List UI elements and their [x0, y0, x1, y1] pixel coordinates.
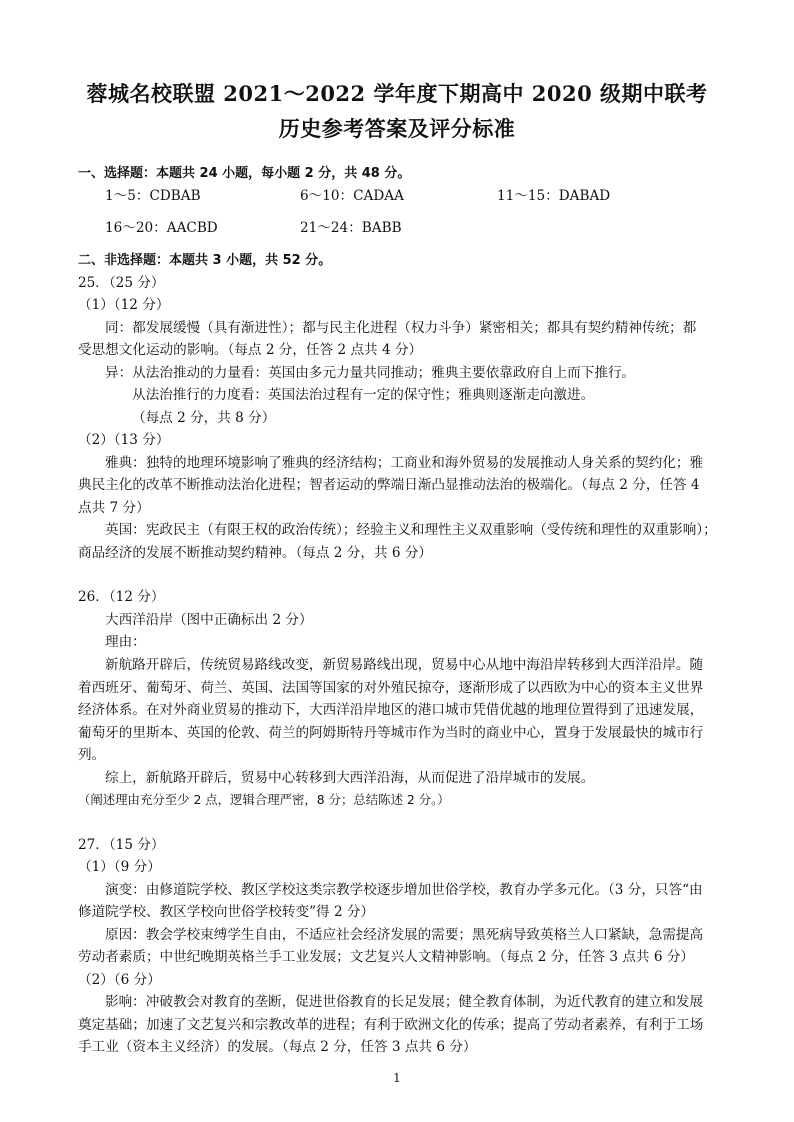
q25-same-line2: 受思想文化运动的影响。（每点 2 分，任答 2 点共 4 分） — [78, 342, 423, 358]
answer-group-1: 1～5：CDBAB — [105, 188, 201, 204]
q25-athens-line2: 典民主化的改革不断推动法治化进程；智者运动的弊端日渐凸显推动法治的极端化。（每点 2 分，任答 4 — [78, 477, 700, 493]
q27-evolution-line2: 修道院学校、教区学校向世俗学校转变”得 2 分） — [78, 904, 375, 920]
document-subtitle: 历史参考答案及评分标准 — [278, 116, 516, 141]
q25-diff-score: （每点 2 分，共 8 分） — [132, 410, 276, 426]
q25-part1-label: （1）（12 分） — [78, 297, 170, 313]
q26-label: 26．（12 分） — [78, 589, 165, 605]
q25-same-line1: 同：都发展缓慢（具有渐进性）；都与民主化进程（权力斗争）紧密相关；都具有契约精神传统；都 — [105, 320, 697, 336]
q27-label: 27．（15 分） — [78, 837, 165, 853]
q25-diff-line1: 异：从法治推动的力量看：英国由多元力量共同推动；雅典主要依靠政府自上而下推行。 — [105, 365, 636, 381]
q25-england-line1: 英国：宪政民主（有限王权的政治传统）；经验主义和理性主义双重影响（受传统和理性的双重影响）； — [105, 522, 717, 538]
q27-part2-label: （2）（6 分） — [78, 972, 161, 988]
q26-answer: 大西洋沿岸（图中正确标出 2 分） — [105, 612, 313, 628]
q26-summary: 综上，新航路开辟后，贸易中心转移到大西洋沿海，从而促进了沿岸城市的发展。 — [105, 770, 595, 786]
q25-england-line2: 商品经济的发展不断推动契约精神。（每点 2 分，共 6 分） — [78, 545, 433, 561]
q27-cause-line1: 原因：教会学校束缚学生自由，不适应社会经济发展的需要；黑死病导致英格兰人口紧缺，急需提高 — [105, 927, 704, 943]
q25-part2-label: （2）（13 分） — [78, 432, 170, 448]
answer-group-3: 11～15：DABAD — [497, 188, 611, 204]
q27-part1-label: （1）（9 分） — [78, 859, 161, 875]
answer-group-2: 6～10：CADAA — [300, 188, 404, 204]
q25-athens-line1: 雅典：独特的地理环境影响了雅典的经济结构；工商业和海外贸易的发展推动人身关系的契约化；雅 — [105, 455, 704, 471]
q25-athens-line3: 点共 7 分） — [78, 500, 150, 516]
q25-label: 25．（25 分） — [78, 275, 165, 291]
q27-impact-line2: 奠定基础；加速了文艺复兴和宗教改革的进程；有利于欧洲文化的传承；提高了劳动者素养，有利于工场 — [78, 1017, 704, 1033]
answer-group-5: 21～24：BABB — [300, 220, 402, 236]
q26-scoring-note: （阐述理由充分至少 2 点，逻辑合理严密，8 分；总结陈述 2 分。） — [78, 792, 450, 807]
section2-heading: 二、非选择题：本题共 3 小题，共 52 分。 — [78, 253, 332, 268]
q27-cause-line2: 劳动者素质；中世纪晚期英格兰手工业发展；文艺复兴人文精神影响。（每点 2 分，任答 3 点共 6 分） — [78, 949, 695, 965]
q26-reason-line2: 着西班牙、葡萄牙、荷兰、英国、法国等国家的对外殖民掠夺，逐渐形成了以西欧为中心的资本主义世界 — [78, 680, 704, 696]
q25-diff-line2: 从法治推行的力度看：英国法治过程有一定的保守性；雅典则逐渐走向激进。 — [132, 387, 595, 403]
q27-evolution-line1: 演变：由修道院学校、教区学校这类宗教学校逐步增加世俗学校，教育办学多元化。（3 分，只答“由 — [105, 882, 703, 898]
q27-impact-line1: 影响：冲破教会对教育的垄断，促进世俗教育的长足发展；健全教育体制，为近代教育的建立和发展 — [105, 994, 704, 1010]
q26-reason-label: 理由： — [105, 634, 146, 650]
page-number: 1 — [393, 1071, 401, 1085]
section1-heading: 一、选择题：本题共 24 小题，每小题 2 分，共 48 分。 — [78, 166, 411, 181]
q26-reason-line1: 新航路开辟后，传统贸易路线改变，新贸易路线出现，贸易中心从地中海沿岸转移到大西洋沿岸。随 — [105, 657, 704, 673]
q26-reason-line4: 葡萄牙的里斯本、英国的伦敦、荷兰的阿姆斯特丹等城市作为当时的商业中心，置身于发展最快的城市行 — [78, 725, 704, 741]
answer-group-4: 16～20：AACBD — [105, 220, 218, 236]
document-title: 蓉城名校联盟 2021～2022 学年度下期高中 2020 级期中联考 — [86, 81, 708, 106]
q26-reason-line5: 列。 — [78, 747, 106, 763]
q26-reason-line3: 经济体系。在对外商业贸易的推动下，大西洋沿岸地区的港口城市凭借优越的地理位置得到了迅速发展， — [78, 702, 704, 718]
q27-impact-line3: 手工业（资本主义经济）的发展。（每点 2 分，任答 3 点共 6 分） — [78, 1039, 477, 1055]
